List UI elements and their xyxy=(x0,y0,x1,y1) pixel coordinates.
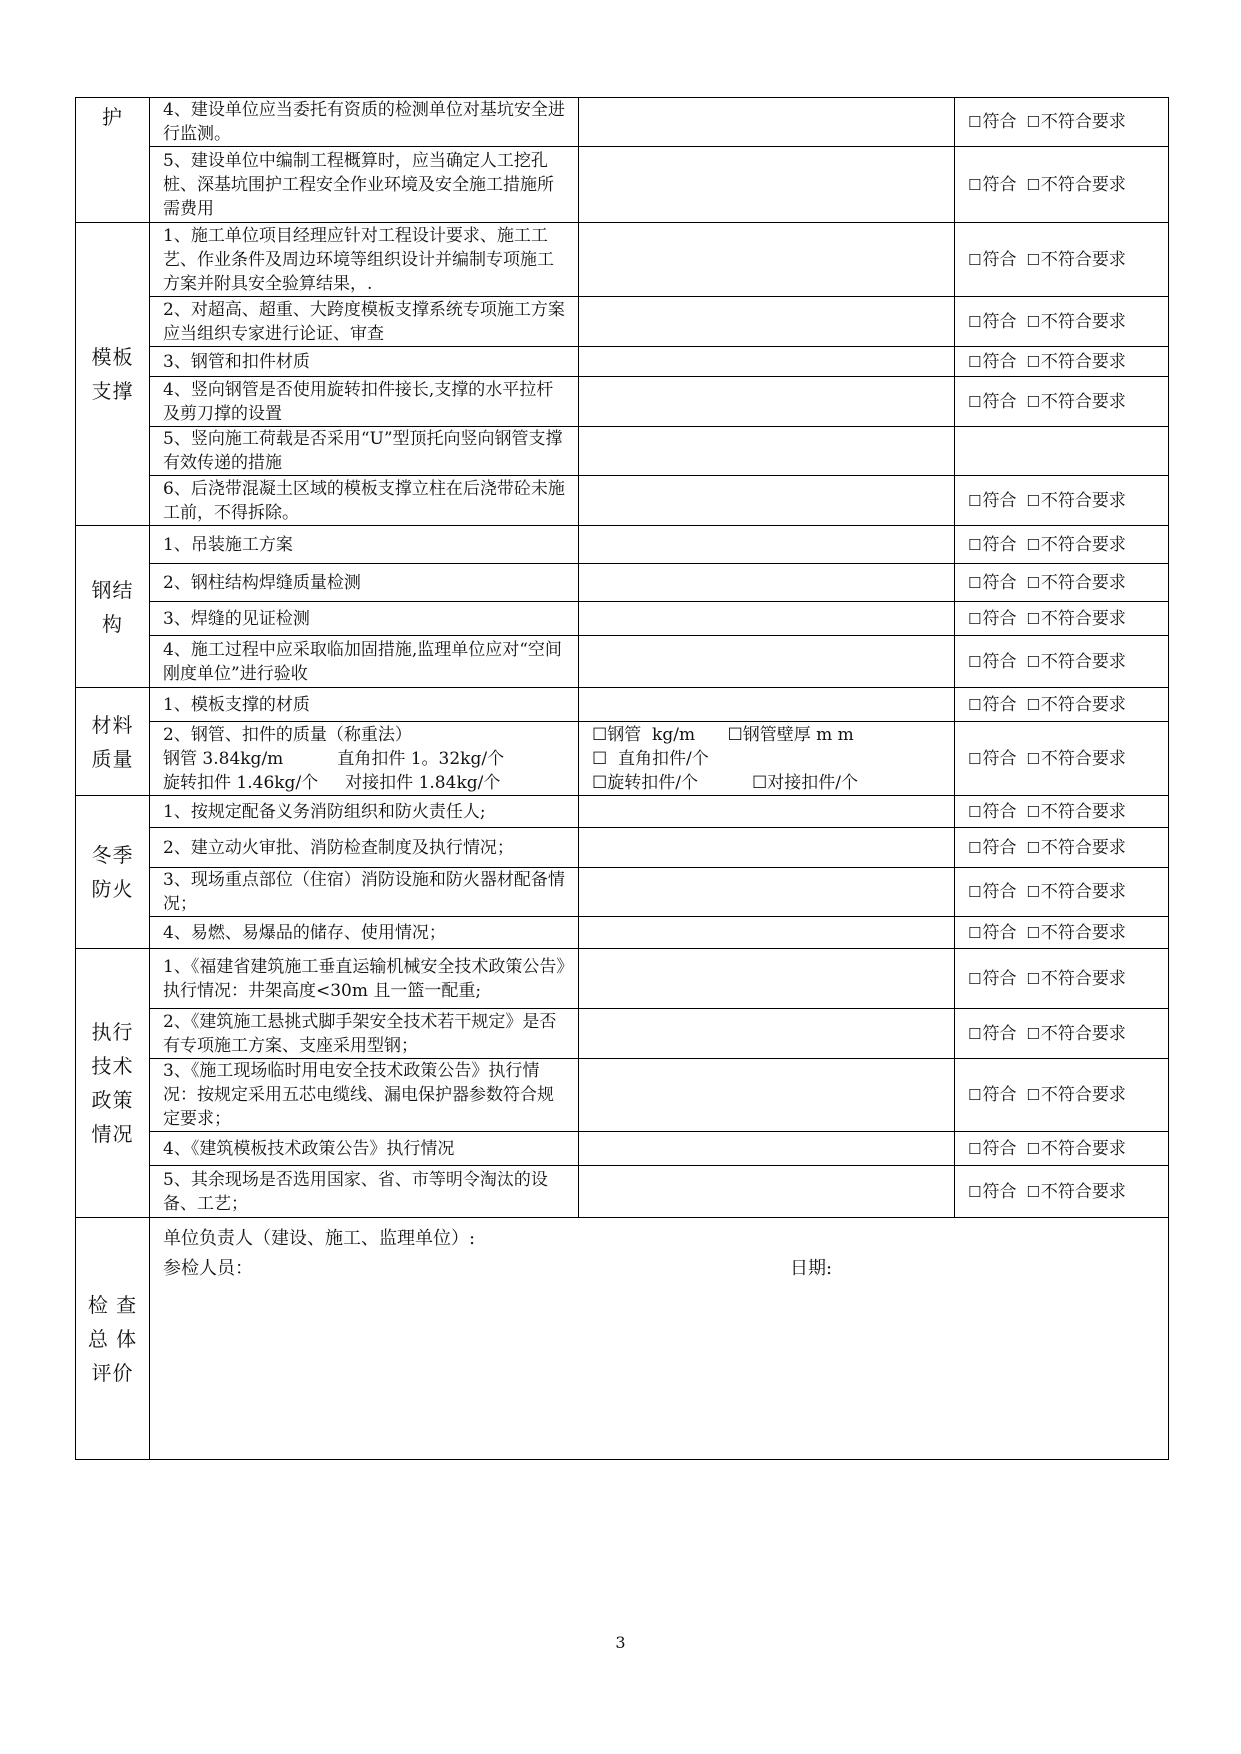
pass-label: 符合 xyxy=(982,311,1017,332)
pass-label: 符合 xyxy=(982,534,1017,555)
result-options xyxy=(955,636,1169,688)
fail-label: 不符合要求 xyxy=(1040,351,1126,372)
evaluation-category xyxy=(76,1218,150,1460)
inspection-item: 5、其余现场是否选用国家、省、市等明令淘汰的设备、工艺； xyxy=(150,1166,579,1218)
pass-checkbox[interactable]: ☐ xyxy=(968,250,982,269)
category-line: 技术 xyxy=(91,1054,134,1078)
inspector-label: 参检人员： xyxy=(163,1258,253,1279)
result-options xyxy=(955,1009,1169,1059)
table-row xyxy=(76,476,1169,526)
detail-line: ☐旋转扣件/个 ☐对接扣件/个 xyxy=(592,772,858,793)
fail-label: 不符合要求 xyxy=(1040,882,1126,902)
fail-label: 不符合要求 xyxy=(1040,1085,1126,1105)
item-line: 钢管 3.84kg/m 直角扣件 1。32kg/个 xyxy=(163,748,505,769)
fail-checkbox[interactable]: ☐ xyxy=(1026,802,1040,821)
pass-checkbox[interactable]: ☐ xyxy=(968,175,982,194)
fail-checkbox[interactable]: ☐ xyxy=(1026,175,1040,194)
fail-checkbox[interactable]: ☐ xyxy=(1026,392,1040,411)
item-line: 旋转扣件 1.46kg/个 对接扣件 1.84kg/个 xyxy=(163,772,501,793)
inspection-detail[interactable] xyxy=(579,828,955,868)
table-row xyxy=(76,917,1169,949)
fail-checkbox[interactable]: ☐ xyxy=(1026,609,1040,628)
inspection-detail[interactable] xyxy=(579,98,955,147)
inspection-item: 5、竖向施工荷载是否采用“U”型顶托向竖向钢管支撑有效传递的措施 xyxy=(150,427,579,476)
detail-line: ☐钢管 kg/m ☐钢管壁厚 m m xyxy=(592,724,854,745)
fail-label: 不符合要求 xyxy=(1040,694,1126,715)
inspection-detail[interactable] xyxy=(579,602,955,636)
result-options xyxy=(955,1059,1169,1132)
fail-checkbox[interactable]: ☐ xyxy=(1026,969,1040,988)
fail-checkbox[interactable]: ☐ xyxy=(1026,535,1040,554)
evaluation-content[interactable] xyxy=(150,1218,1169,1460)
result-options xyxy=(955,917,1169,949)
pass-checkbox[interactable]: ☐ xyxy=(968,838,982,857)
fail-checkbox[interactable]: ☐ xyxy=(1026,838,1040,857)
inspection-detail[interactable] xyxy=(579,1059,955,1132)
pass-checkbox[interactable]: ☐ xyxy=(968,1182,982,1201)
category-line: 质量 xyxy=(91,746,134,771)
result-options xyxy=(955,949,1169,1009)
table-row xyxy=(76,688,1169,722)
table-row xyxy=(76,427,1169,476)
category-line: 评价 xyxy=(91,1360,134,1385)
table-row xyxy=(76,1059,1169,1132)
table-row xyxy=(76,1166,1169,1218)
table-row xyxy=(76,602,1169,636)
pass-label: 符合 xyxy=(982,748,1017,769)
inspection-table-body xyxy=(76,98,1169,1460)
fail-checkbox[interactable]: ☐ xyxy=(1026,1024,1040,1043)
pass-checkbox[interactable]: ☐ xyxy=(968,535,982,554)
pass-checkbox[interactable]: ☐ xyxy=(968,923,982,942)
pass-label: 符合 xyxy=(982,1181,1017,1202)
fail-label: 不符合要求 xyxy=(1040,1023,1126,1044)
inspection-detail[interactable] xyxy=(579,688,955,722)
table-row xyxy=(76,1009,1169,1059)
inspection-table xyxy=(75,97,1169,1460)
pass-label: 符合 xyxy=(982,249,1017,270)
result-options xyxy=(955,828,1169,868)
inspection-item: 3、焊缝的见证检测 xyxy=(150,602,579,636)
fail-checkbox[interactable]: ☐ xyxy=(1026,250,1040,269)
result-options xyxy=(955,147,1169,223)
inspection-detail[interactable] xyxy=(579,147,955,223)
fail-label: 不符合要求 xyxy=(1040,608,1126,629)
pass-label: 符合 xyxy=(982,1085,1017,1105)
table-row xyxy=(76,526,1169,564)
inspection-detail[interactable] xyxy=(579,223,955,297)
evaluation-row xyxy=(76,1218,1169,1460)
fail-checkbox[interactable]: ☐ xyxy=(1026,749,1040,768)
inspection-item: 2、《建筑施工悬挑式脚手架安全技术若干规定》是否有专项施工方案、支座采用型钢； xyxy=(150,1009,579,1059)
pass-checkbox[interactable]: ☐ xyxy=(968,312,982,331)
fail-checkbox[interactable]: ☐ xyxy=(1026,652,1040,671)
inspection-item: 1、按规定配备义务消防组织和防火责任人; xyxy=(150,796,579,828)
pass-label: 符合 xyxy=(982,112,1017,132)
category-line: 检 查 xyxy=(87,1292,138,1317)
result-options xyxy=(955,602,1169,636)
pass-label: 符合 xyxy=(982,351,1017,372)
table-row xyxy=(76,796,1169,828)
table-row xyxy=(76,636,1169,688)
fail-label: 不符合要求 xyxy=(1040,572,1126,593)
table-row xyxy=(76,147,1169,223)
inspector-line xyxy=(163,1254,1155,1284)
fail-label: 不符合要求 xyxy=(1040,837,1126,858)
inspection-detail[interactable] xyxy=(579,1009,955,1059)
fail-label: 不符合要求 xyxy=(1040,174,1126,195)
fail-label: 不符合要求 xyxy=(1040,748,1126,769)
pass-checkbox[interactable]: ☐ xyxy=(968,652,982,671)
fail-label: 不符合要求 xyxy=(1040,651,1126,672)
inspection-detail[interactable] xyxy=(579,476,955,526)
fail-label: 不符合要求 xyxy=(1040,112,1126,132)
pass-checkbox[interactable]: ☐ xyxy=(968,883,982,901)
category-cell: 护 xyxy=(76,98,150,223)
pass-label: 符合 xyxy=(982,490,1017,511)
pass-checkbox[interactable]: ☐ xyxy=(968,1139,982,1158)
category-line: 支撑 xyxy=(91,379,134,403)
category-line: 冬季 xyxy=(91,843,134,867)
pass-label: 符合 xyxy=(982,651,1017,672)
inspection-item: 4、竖向钢管是否使用旋转扣件接长,支撑的水平拉杆及剪刀撑的设置 xyxy=(150,377,579,427)
fail-label: 不符合要求 xyxy=(1040,968,1126,989)
result-options xyxy=(955,476,1169,526)
fail-checkbox[interactable]: ☐ xyxy=(1026,1182,1040,1201)
table-row xyxy=(76,377,1169,427)
inspection-item: 1、施工单位项目经理应针对工程设计要求、施工工艺、作业条件及周边环境等组织设计并编制专项施工方案并附具安全验算结果，. xyxy=(150,223,579,297)
category-line: 总 体 xyxy=(87,1326,138,1351)
table-row xyxy=(76,828,1169,868)
inspection-table-page xyxy=(75,97,1168,1460)
inspection-item: 1、吊装施工方案 xyxy=(150,526,579,564)
inspection-item: 4、易燃、易爆品的储存、使用情况； xyxy=(150,917,579,949)
pass-checkbox[interactable]: ☐ xyxy=(968,695,982,714)
pass-label: 符合 xyxy=(982,801,1017,822)
pass-label: 符合 xyxy=(982,837,1017,858)
result-options xyxy=(955,722,1169,796)
table-row xyxy=(76,868,1169,917)
date-label: 日期: xyxy=(790,1258,833,1279)
pass-checkbox[interactable]: ☐ xyxy=(968,113,982,131)
category-line: 执行 xyxy=(91,1020,134,1044)
fail-label: 不符合要求 xyxy=(1040,490,1126,511)
fail-label: 不符合要求 xyxy=(1040,311,1126,332)
inspection-detail[interactable] xyxy=(579,564,955,602)
category-line: 钢结 xyxy=(91,577,134,602)
inspection-item xyxy=(150,722,579,796)
pass-label: 符合 xyxy=(982,694,1017,715)
category-cell xyxy=(76,949,150,1218)
inspection-detail[interactable] xyxy=(579,1132,955,1166)
fail-checkbox[interactable]: ☐ xyxy=(1026,923,1040,942)
inspection-item: 1、《福建省建筑施工垂直运输机械安全技术政策公告》执行情况：井架高度<30m 且一篮一配重; xyxy=(150,949,579,1009)
result-options xyxy=(955,526,1169,564)
page-number: 3 xyxy=(615,1633,626,1652)
category-line: 政策 xyxy=(91,1088,134,1112)
pass-checkbox[interactable]: ☐ xyxy=(968,749,982,768)
inspection-item: 3、钢管和扣件材质 xyxy=(150,347,579,377)
inspection-item: 2、建立动火审批、消防检查制度及执行情况； xyxy=(150,828,579,868)
result-options xyxy=(955,564,1169,602)
fail-label: 不符合要求 xyxy=(1040,391,1126,412)
fail-checkbox[interactable]: ☐ xyxy=(1026,352,1040,371)
inspection-detail[interactable] xyxy=(579,347,955,377)
table-row xyxy=(76,297,1169,347)
pass-checkbox[interactable]: ☐ xyxy=(968,802,982,821)
inspection-item: 2、钢柱结构焊缝质量检测 xyxy=(150,564,579,602)
pass-label: 符合 xyxy=(982,968,1017,989)
pass-label: 符合 xyxy=(982,1138,1017,1159)
table-row xyxy=(76,564,1169,602)
result-options xyxy=(955,1132,1169,1166)
inspection-detail[interactable] xyxy=(579,427,955,476)
result-options xyxy=(955,868,1169,917)
fail-checkbox[interactable]: ☐ xyxy=(1026,883,1040,901)
fail-label: 不符合要求 xyxy=(1040,801,1126,822)
table-row xyxy=(76,949,1169,1009)
category-line: 情况 xyxy=(91,1122,134,1146)
result-options xyxy=(955,377,1169,427)
inspection-item: 4、《建筑模板技术政策公告》执行情况 xyxy=(150,1132,579,1166)
table-row xyxy=(76,347,1169,377)
pass-checkbox[interactable]: ☐ xyxy=(968,1024,982,1043)
result-options xyxy=(955,347,1169,377)
fail-checkbox[interactable]: ☐ xyxy=(1026,312,1040,331)
detail-line: ☐ 直角扣件/个 xyxy=(592,748,709,769)
pass-label: 符合 xyxy=(982,174,1017,195)
category-line: 材料 xyxy=(91,712,134,737)
responsible-label: 单位负责人（建设、施工、监理单位）: xyxy=(163,1228,476,1249)
inspection-item: 2、对超高、超重、大跨度模板支撑系统专项施工方案应当组织专家进行论证、审查 xyxy=(150,297,579,347)
table-row xyxy=(76,98,1169,147)
pass-checkbox[interactable]: ☐ xyxy=(968,969,982,988)
fail-checkbox[interactable]: ☐ xyxy=(1026,695,1040,714)
result-options xyxy=(955,98,1169,147)
category-cell xyxy=(76,223,150,526)
category-cell xyxy=(76,688,150,796)
category-cell xyxy=(76,796,150,949)
pass-label: 符合 xyxy=(982,608,1017,629)
category-line: 防火 xyxy=(91,877,134,901)
pass-label: 符合 xyxy=(982,391,1017,412)
category-cell xyxy=(76,526,150,688)
fail-label: 不符合要求 xyxy=(1040,922,1126,943)
table-row xyxy=(76,1132,1169,1166)
pass-checkbox[interactable]: ☐ xyxy=(968,573,982,592)
fail-label: 不符合要求 xyxy=(1040,1138,1126,1159)
fail-checkbox[interactable]: ☐ xyxy=(1026,1086,1040,1104)
inspection-detail[interactable] xyxy=(579,722,955,796)
fail-label: 不符合要求 xyxy=(1040,1181,1126,1202)
result-options xyxy=(955,1166,1169,1218)
result-options xyxy=(955,796,1169,828)
inspection-item: 3、《施工现场临时用电安全技术政策公告》执行情况：按规定采用五芯电缆线、漏电保护器参数符合规定要求； xyxy=(150,1059,579,1132)
inspection-detail[interactable] xyxy=(579,526,955,564)
fail-checkbox[interactable]: ☐ xyxy=(1026,1139,1040,1158)
result-options-empty xyxy=(955,427,1169,476)
inspection-item: 4、施工过程中应采取临加固措施,监理单位应对“空间刚度单位”进行验收 xyxy=(150,636,579,688)
category-line: 构 xyxy=(102,611,123,636)
table-row xyxy=(76,223,1169,297)
inspection-detail[interactable] xyxy=(579,297,955,347)
inspection-item: 6、后浇带混凝土区域的模板支撑立柱在后浇带砼未施工前，不得拆除。 xyxy=(150,476,579,526)
inspection-item: 4、建设单位应当委托有资质的检测单位对基坑安全进行监测。 xyxy=(150,98,579,147)
inspection-item: 3、现场重点部位（住宿）消防设施和防火器材配备情况； xyxy=(150,868,579,917)
result-options xyxy=(955,297,1169,347)
inspection-detail[interactable] xyxy=(579,868,955,917)
inspection-detail[interactable] xyxy=(579,949,955,1009)
fail-label: 不符合要求 xyxy=(1040,534,1126,555)
fail-checkbox[interactable]: ☐ xyxy=(1026,573,1040,592)
inspection-item: 5、建设单位中编制工程概算时，应当确定人工挖孔桩、深基坑围护工程安全作业环境及安全施工措施所需费用 xyxy=(150,147,579,223)
inspection-detail[interactable] xyxy=(579,1166,955,1218)
pass-checkbox[interactable]: ☐ xyxy=(968,1086,982,1104)
fail-label: 不符合要求 xyxy=(1040,249,1126,270)
pass-checkbox[interactable]: ☐ xyxy=(968,609,982,628)
category-line: 模板 xyxy=(91,345,134,369)
pass-checkbox[interactable]: ☐ xyxy=(968,392,982,411)
pass-checkbox[interactable]: ☐ xyxy=(968,352,982,371)
fail-checkbox[interactable]: ☐ xyxy=(1026,491,1040,510)
pass-checkbox[interactable]: ☐ xyxy=(968,491,982,510)
inspection-item: 1、模板支撑的材质 xyxy=(150,688,579,722)
pass-label: 符合 xyxy=(982,572,1017,593)
result-options xyxy=(955,688,1169,722)
inspection-detail[interactable] xyxy=(579,636,955,688)
inspection-detail[interactable] xyxy=(579,917,955,949)
pass-label: 符合 xyxy=(982,882,1017,902)
fail-checkbox[interactable]: ☐ xyxy=(1026,113,1040,131)
inspection-detail[interactable] xyxy=(579,377,955,427)
pass-label: 符合 xyxy=(982,922,1017,943)
inspection-detail[interactable] xyxy=(579,796,955,828)
pass-label: 符合 xyxy=(982,1023,1017,1044)
table-row xyxy=(76,722,1169,796)
item-line: 2、钢管、扣件的质量（称重法） xyxy=(163,724,412,745)
result-options xyxy=(955,223,1169,297)
